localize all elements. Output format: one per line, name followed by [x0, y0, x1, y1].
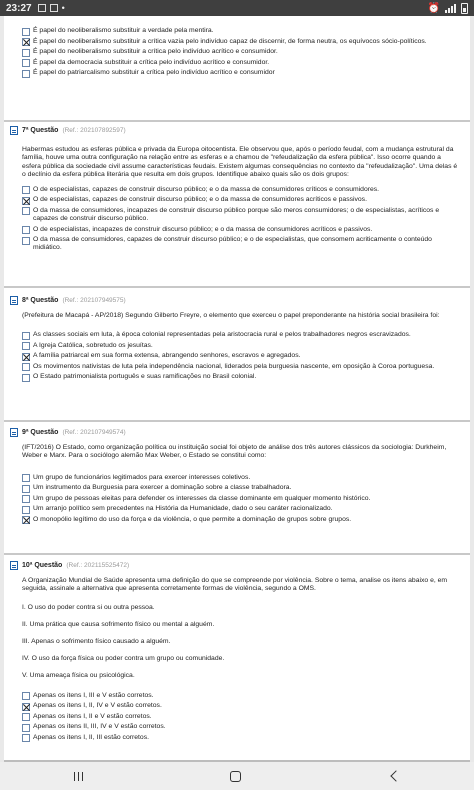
home-icon[interactable] [230, 771, 241, 782]
checkbox[interactable] [22, 713, 30, 721]
answer-option[interactable] [22, 701, 458, 712]
answer-option[interactable] [22, 515, 458, 526]
status-right [428, 3, 468, 14]
recent-apps-icon[interactable] [74, 772, 84, 781]
checkbox[interactable] [22, 70, 30, 78]
answer-option-text: Um grupo de funcionários legitimados para exercer interesses coletivos. [33, 473, 251, 481]
checkbox[interactable] [22, 49, 30, 57]
checkbox[interactable] [22, 226, 30, 234]
divider [4, 120, 470, 122]
options-list [4, 330, 470, 383]
answer-option-text: Um instrumento da Burguesia para exercer a dominação sobre a classe trabalhadora. [33, 484, 292, 492]
answer-option[interactable] [22, 504, 458, 515]
checkbox[interactable] [22, 692, 30, 700]
answer-option-text: As classes sociais em luta, à época colonial representadas pela aristocracia rural e pelos trabalhadores negros escravizados. [33, 331, 411, 339]
answer-option[interactable] [22, 206, 458, 225]
options-list [4, 473, 470, 526]
answer-option[interactable] [22, 372, 458, 383]
notification-icon [38, 4, 46, 12]
checkbox-checked[interactable] [22, 197, 30, 205]
answer-option-text: Apenas os itens I, III e V estão corretos. [33, 691, 154, 699]
question-ref: (Ref.: 202107892597) [62, 126, 126, 134]
checkbox[interactable] [22, 485, 30, 493]
answer-option-text: É papel do neoliberalismo substituir a crítica vazia pelo indivíduo capaz de discernir, de forma neutra, os equívocos sócio-políticos. [33, 37, 427, 45]
divider [4, 286, 470, 288]
answer-option[interactable] [22, 733, 458, 744]
checkbox[interactable] [22, 495, 30, 503]
options-list [4, 691, 470, 744]
document-icon [10, 428, 18, 437]
checkbox[interactable] [22, 59, 30, 67]
answer-option[interactable] [22, 37, 458, 48]
answer-option[interactable] [22, 712, 458, 723]
alarm-icon: ⏰ [427, 2, 440, 14]
question-8 [4, 294, 470, 383]
answer-option[interactable] [22, 235, 458, 254]
answer-option-text: Apenas os itens I, II e V estão corretos. [33, 712, 152, 720]
answer-option-text: Apenas os itens I, II, IV e V estão corretos. [33, 702, 162, 710]
checkbox[interactable] [22, 342, 30, 350]
answer-option[interactable] [22, 494, 458, 505]
document-icon [10, 296, 18, 305]
answer-option-text: É papel do patriarcalismo substituir a crítica pelo indivíduo acrítico e consumidor [33, 69, 275, 76]
answer-option-text: O monopólio legítimo do uso da força e da violência, o que permite a dominação de grupos sobre grupos. [33, 515, 352, 523]
answer-option[interactable] [22, 351, 458, 362]
notification-icons [38, 3, 65, 13]
question-text: (Prefeitura de Macapá - AP/2018) Segundo Gilberto Freyre, o elemento que exerceu o papel preponderante na história social brasileira foi: [22, 312, 440, 319]
answer-option[interactable] [22, 473, 458, 484]
question-text: (IFT/2016) O Estado, como organização política ou instituição social foi objeto de análise dos três autores clássicos da sociologia: Durkheim, Weber e Marx. Para o sociólogo alemão Max Weber, o Estado se constitui como: [22, 444, 447, 460]
answer-option-text: O de especialistas, incapazes de construir discurso público; e o da massa de consumidores acríticos e passivos. [33, 225, 373, 233]
answer-option-text: Os movimentos nativistas de luta pela independência nacional, liderados pela burguesia nascente, em oposição à Coroa portuguesa. [33, 362, 435, 370]
question-10 [4, 559, 470, 743]
notification-icon [50, 4, 58, 12]
options-list [4, 185, 470, 254]
question-title: 7ª Questão [22, 126, 59, 134]
question-header [4, 426, 470, 438]
answer-option[interactable] [22, 26, 458, 37]
answer-option-text: Um arranjo político sem precedentes na História da Humanidade, dado o seu caráter racionalizado. [33, 505, 333, 513]
answer-option[interactable] [22, 68, 458, 79]
answer-option[interactable] [22, 330, 458, 341]
checkbox-checked[interactable] [22, 38, 30, 46]
answer-option[interactable] [22, 225, 458, 236]
answer-option-text: O de especialistas, capazes de construir discurso público; e o da massa de consumidores críticos e consumidores. [33, 185, 380, 193]
statement-item: III. Apenas o sofrimento físico causado a alguém. [22, 637, 171, 645]
question-ref: (Ref.: 202115525472) [66, 561, 130, 569]
answer-option-text: É papel do neoliberalismo substituir a verdade pela mentira. [33, 27, 214, 34]
answer-option[interactable] [22, 362, 458, 373]
divider [4, 553, 470, 555]
signal-icon [445, 4, 456, 13]
document-icon [10, 561, 18, 570]
checkbox[interactable] [22, 724, 30, 732]
checkbox[interactable] [22, 474, 30, 482]
answer-option[interactable] [22, 722, 458, 733]
checkbox[interactable] [22, 332, 30, 340]
checkbox-checked[interactable] [22, 516, 30, 524]
answer-option-text: É papel da democracia substituir a crítica pelo indivíduo acrítico e consumidor. [33, 58, 270, 66]
android-nav-bar [0, 762, 474, 790]
answer-option-text: Apenas os itens II, III, IV e V estão corretos. [33, 723, 166, 731]
answer-option[interactable] [22, 185, 458, 196]
answer-option[interactable] [22, 483, 458, 494]
divider [4, 420, 470, 422]
question-header [4, 559, 470, 571]
question-title: 10ª Questão [22, 561, 63, 569]
statement-list [4, 604, 470, 679]
statement-item: I. O uso do poder contra si ou outra pessoa. [22, 603, 155, 611]
checkbox[interactable] [22, 207, 30, 215]
answer-option-text: O Estado patrimonialista português e suas ramificações no Brasil colonial. [33, 373, 257, 381]
question-header [4, 124, 470, 136]
answer-option-text: O da massa de consumidores, incapazes de construir discurso público porque são meros consumidores; o de especialistas, acríticos e capazes de construir discurso público. [33, 206, 440, 223]
back-icon[interactable] [391, 770, 402, 781]
answer-option-text: O da massa de consumidores, capazes de construir discurso público; e o de especialistas, que consomem acriticamente o conteúdo midiático. [33, 236, 432, 252]
question-title: 8ª Questão [22, 296, 59, 304]
question-text: A Organização Mundial de Saúde apresenta uma definição do que se compreende por violência. Sobre o tema, analise os itens abaixo e, em seguida, assinale a alternativa que apresenta corretamente formas de violência, segundo a OMS. [22, 577, 448, 593]
answer-option-text: A família patriarcal em sua forma extensa, abrangendo senhores, escravos e agregados. [33, 352, 301, 360]
answer-option-text: Apenas os itens I, II, III estão corretos. [33, 733, 149, 741]
checkbox-checked[interactable] [22, 703, 30, 711]
answer-option-text: É papel do neoliberalismo substituir a crítica pelo indivíduo acrítico e consumidor. [33, 48, 278, 55]
answer-option[interactable] [22, 195, 458, 206]
checkbox[interactable] [22, 363, 30, 371]
checkbox[interactable] [22, 734, 30, 742]
checkbox[interactable] [22, 28, 30, 36]
checkbox[interactable] [22, 506, 30, 514]
answer-option-text: O de especialistas, capazes de construir discurso público; e o da massa de consumidores acríticos e passivos. [33, 196, 367, 204]
dot-icon: • [61, 3, 65, 13]
checkbox[interactable] [22, 186, 30, 194]
checkbox-checked[interactable] [22, 353, 30, 361]
question-ref: (Ref.: 202107949575) [62, 296, 126, 304]
answer-option-text: Um grupo de pessoas eleitas para defender os interesses da classe dominante em qualquer momento histórico. [33, 494, 371, 502]
question-ref: (Ref.: 202107949574) [62, 428, 126, 436]
question-header [4, 294, 470, 306]
question-text: Habermas estudou as esferas pública e privada da Europa oitocentista. Ele observou que, após o período feudal, com a mudança estrutural da família, houve uma outra configuração na relação entre as esferas e a chamou de "refeudalização da esfera pública". Isso ocorre quando a esfera pública da sociedade civil assume características feudais. Existem algumas consequências no contexto da "refeudalização". Uma delas é o declínio da esfera pública literária que resulta em dois grupos. Identifique abaixo quais são os dois grupos: [22, 146, 458, 179]
answer-option[interactable] [22, 58, 458, 69]
statement-item: V. Uma ameaça física ou psicológica. [22, 671, 135, 679]
checkbox[interactable] [22, 374, 30, 382]
checkbox[interactable] [22, 237, 30, 245]
answer-option[interactable] [22, 341, 458, 352]
question-7 [4, 124, 470, 254]
battery-icon [461, 3, 468, 14]
statement-item: II. Uma prática que causa sofrimento físico ou mental a alguém. [22, 620, 215, 628]
question-title: 9ª Questão [22, 428, 59, 436]
statement-item: IV. O uso da força física ou poder contra um grupo ou comunidade. [22, 654, 225, 662]
question-9 [4, 426, 470, 525]
document-icon [10, 126, 18, 135]
status-time: 23:27 [6, 2, 32, 14]
exam-page [4, 16, 470, 762]
answer-option[interactable] [22, 691, 458, 702]
status-bar [0, 0, 474, 16]
answer-option-text: A Igreja Católica, sobretudo os jesuítas. [33, 341, 153, 349]
answer-option[interactable] [22, 47, 458, 58]
question-6-options [4, 26, 470, 79]
